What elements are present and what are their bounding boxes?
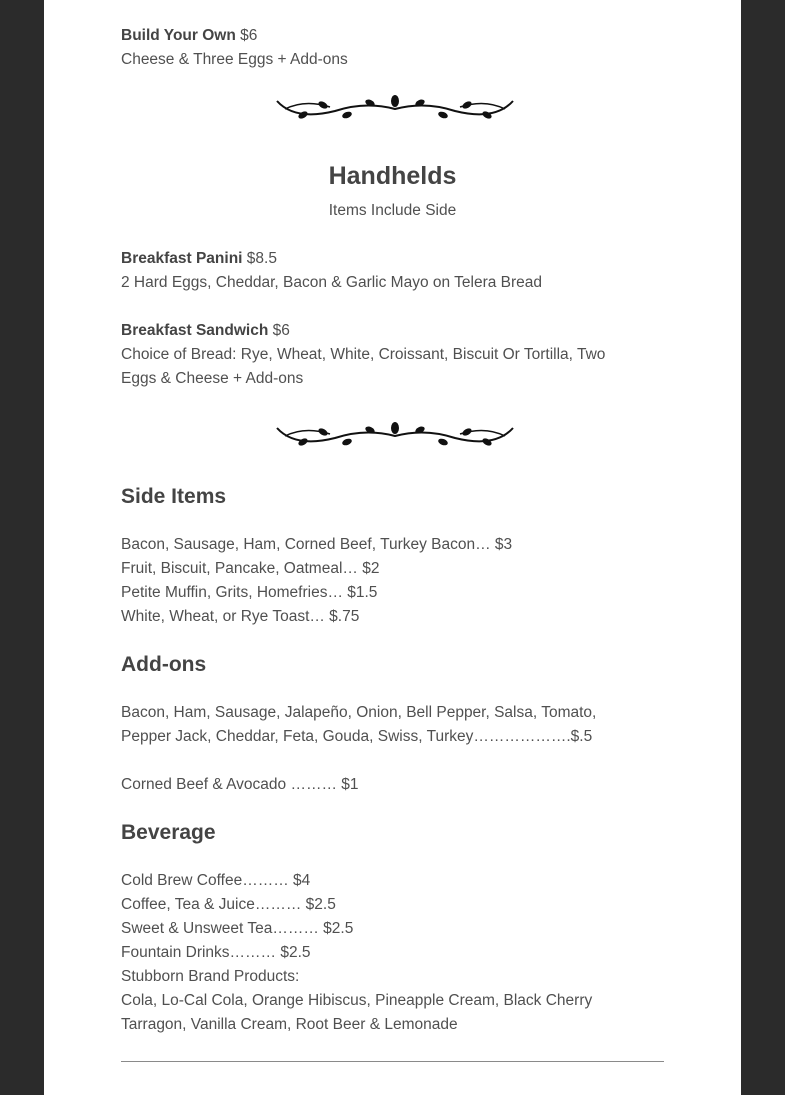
- menu-page: [44, 0, 741, 1095]
- horizontal-divider: [121, 1061, 664, 1062]
- item-description: Cheese & Three Eggs + Add-ons: [121, 51, 348, 68]
- list-item: Coffee, Tea & Juice……… $2.5: [121, 896, 336, 913]
- item-name: Breakfast Sandwich: [121, 322, 269, 339]
- vine-divider-icon: [275, 95, 515, 125]
- item-name: Build Your Own: [121, 27, 236, 44]
- menu-item-build-your-own: [121, 24, 257, 48]
- section-title-add-ons: Add-ons: [121, 653, 207, 676]
- list-item: Tarragon, Vanilla Cream, Root Beer & Lemonade: [121, 1016, 458, 1033]
- menu-item-breakfast-panini: [121, 247, 277, 271]
- item-price: $8.5: [246, 250, 277, 267]
- item-price: $6: [240, 27, 258, 44]
- section-title-beverage: Beverage: [121, 821, 216, 844]
- list-item: Pepper Jack, Cheddar, Feta, Gouda, Swiss, Turkey……………….$.5: [121, 728, 593, 745]
- list-item: Sweet & Unsweet Tea……… $2.5: [121, 920, 354, 937]
- item-description: Eggs & Cheese + Add-ons: [121, 370, 304, 387]
- item-price: $6: [272, 322, 290, 339]
- list-item: Cold Brew Coffee……… $4: [121, 872, 311, 889]
- item-name: Breakfast Panini: [121, 250, 243, 267]
- list-item: Bacon, Sausage, Ham, Corned Beef, Turkey Bacon… $3: [121, 536, 513, 553]
- list-item: Corned Beef & Avocado ……… $1: [121, 776, 359, 793]
- item-description: 2 Hard Eggs, Cheddar, Bacon & Garlic Mayo on Telera Bread: [121, 274, 543, 291]
- list-item: Fruit, Biscuit, Pancake, Oatmeal… $2: [121, 560, 380, 577]
- list-item: White, Wheat, or Rye Toast… $.75: [121, 608, 360, 625]
- list-item: Fountain Drinks……… $2.5: [121, 944, 311, 961]
- list-item: Stubborn Brand Products:: [121, 968, 300, 985]
- item-description: Choice of Bread: Rye, Wheat, White, Croissant, Biscuit Or Tortilla, Two: [121, 346, 606, 363]
- section-title-side-items: Side Items: [121, 485, 227, 508]
- list-item: Petite Muffin, Grits, Homefries… $1.5: [121, 584, 378, 601]
- section-title-handhelds: Handhelds: [328, 162, 457, 190]
- vine-divider-icon: [275, 422, 515, 452]
- list-item: Cola, Lo-Cal Cola, Orange Hibiscus, Pineapple Cream, Black Cherry: [121, 992, 593, 1009]
- list-item: Bacon, Ham, Sausage, Jalapeño, Onion, Bell Pepper, Salsa, Tomato,: [121, 704, 597, 721]
- section-subtitle: Items Include Side: [328, 202, 457, 219]
- menu-item-breakfast-sandwich: [121, 319, 290, 343]
